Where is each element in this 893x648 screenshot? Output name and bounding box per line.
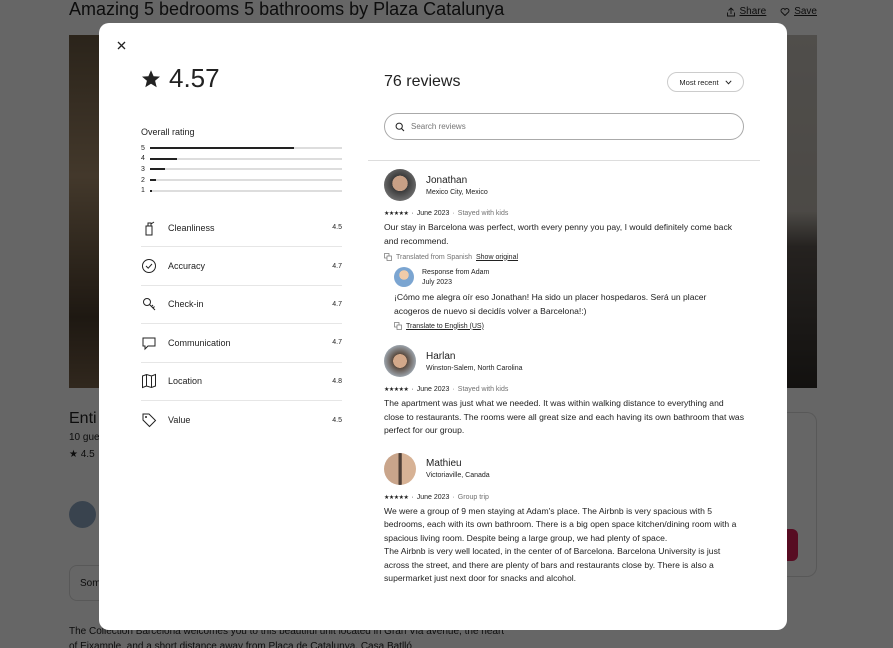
category-score: 4.7 xyxy=(332,262,342,270)
response-date: July 2023 xyxy=(422,278,452,286)
review-stars: ★★★★★ xyxy=(384,211,409,217)
rating-bar-fill xyxy=(150,147,294,149)
rating-bar-row xyxy=(141,185,342,196)
sort-label: Most recent xyxy=(679,77,719,87)
category-name: Location xyxy=(168,376,203,387)
review-text: The apartment was just what we needed. It was within walking distance to everything and close to restaurants. The rooms were all great size and each having its own bathroom that was perfect for our group. xyxy=(384,398,744,435)
translate-icon xyxy=(394,322,402,330)
reviewer-avatar[interactable] xyxy=(384,453,416,485)
review-trip-type: Group trip xyxy=(457,493,489,501)
category-row xyxy=(141,209,342,247)
rating-bar-fill xyxy=(150,168,165,170)
star-icon xyxy=(141,69,161,89)
category-name: Value xyxy=(168,415,191,426)
review-text: Our stay in Barcelona was perfect, worth every penny you pay, I would definitely come back and recommend. xyxy=(384,222,733,246)
review-date: June 2023 xyxy=(416,493,450,501)
reviewer-name: Harlan xyxy=(426,350,456,362)
category-name: Communication xyxy=(168,337,231,348)
translate-link[interactable]: Translate to English (US) xyxy=(406,322,484,330)
response-translate xyxy=(394,322,744,330)
reviewer-location: Mexico City, Mexico xyxy=(426,188,488,196)
divider xyxy=(368,160,760,161)
reviews-count-title: 76 reviews xyxy=(384,73,461,90)
review-stars: ★★★★★ xyxy=(384,387,409,393)
review-date: June 2023 xyxy=(416,210,450,217)
response-header xyxy=(394,267,744,287)
reviews-panel xyxy=(368,23,760,630)
category-row xyxy=(141,324,342,362)
search-reviews-input[interactable] xyxy=(411,122,743,131)
rating-bar-track xyxy=(150,158,342,160)
rating-bar-row xyxy=(141,164,342,175)
response-from-label: Response from Adam xyxy=(422,268,490,276)
host-avatar-small[interactable] xyxy=(394,267,414,287)
overall-rating-label: Overall rating xyxy=(141,127,195,137)
rating-bar-fill xyxy=(150,158,177,160)
category-row xyxy=(141,247,342,285)
review-meta: ★★★★★ · June 2023 · Stayed with kids xyxy=(384,386,509,393)
translated-from-label: Translated from Spanish xyxy=(396,253,472,261)
rating-bar-star: 4 xyxy=(141,155,145,163)
translation-note xyxy=(384,253,744,261)
category-score: 4.5 xyxy=(332,224,342,232)
category-row xyxy=(141,363,342,401)
review-trip-type: Stayed with kids xyxy=(457,210,509,217)
reviews-modal xyxy=(99,23,787,630)
search-reviews-box[interactable] xyxy=(384,113,744,140)
reviewer-avatar[interactable] xyxy=(384,345,416,377)
rating-bar-fill xyxy=(150,179,156,181)
chevron-down-icon xyxy=(725,80,732,85)
rating-bar-star: 1 xyxy=(141,187,145,195)
rating-bar-row xyxy=(141,154,342,165)
overall-score xyxy=(141,63,342,94)
rating-bar-star: 5 xyxy=(141,144,145,152)
rating-bar-track xyxy=(150,168,342,170)
reviewer-avatar[interactable] xyxy=(384,169,416,201)
category-ratings xyxy=(141,209,342,439)
rating-bar-track xyxy=(150,179,342,181)
show-original-link[interactable]: Show original xyxy=(476,253,519,261)
category-score: 4.7 xyxy=(332,300,342,308)
search-icon xyxy=(395,122,405,132)
sort-dropdown[interactable] xyxy=(667,72,744,92)
review-date: June 2023 xyxy=(416,386,450,393)
chat-bubble-icon xyxy=(141,335,157,351)
review-meta: ★★★★★ · June 2023 · Group trip xyxy=(384,493,489,501)
check-circle-icon xyxy=(141,258,157,274)
rating-bar-track xyxy=(150,190,342,192)
review-list[interactable] xyxy=(384,168,744,630)
overall-score-value: 4.57 xyxy=(169,63,220,93)
review-item xyxy=(384,344,744,438)
host-response xyxy=(394,267,744,330)
review-header xyxy=(384,168,744,202)
category-name: Accuracy xyxy=(168,261,206,272)
rating-bar-fill xyxy=(150,190,152,192)
category-score: 4.7 xyxy=(332,339,342,347)
category-name: Cleanliness xyxy=(168,222,215,233)
category-row xyxy=(141,401,342,439)
response-text: ¡Cómo me alegra oír eso Jonathan! Ha sido un placer hospedaros. Será un placer acogeros de nuevo si decidís volver a Barcelona!:) xyxy=(394,292,707,316)
translate-icon xyxy=(384,253,392,261)
review-header xyxy=(384,452,744,486)
reviewer-name: Mathieu xyxy=(426,458,462,469)
reviewer-location: Winston-Salem, North Carolina xyxy=(426,364,523,372)
rating-bar-star: 2 xyxy=(141,176,145,184)
key-icon xyxy=(141,296,157,312)
review-meta: ★★★★★ · June 2023 · Stayed with kids xyxy=(384,210,509,217)
category-name: Check-in xyxy=(168,299,204,310)
review-header xyxy=(384,344,744,378)
review-text-continued: The Airbnb is very well located, in the center of of Barcelona. Barcelona University is just across the street, and there are plenty of bars and restaurants close by. There is also a supermarket just next door for snacks and alcohol. xyxy=(384,546,721,583)
reviewer-location: Victoriaville, Canada xyxy=(426,472,490,479)
review-text: We were a group of 9 men staying at Adam's place. The Airbnb is very spacious with 5 bedrooms, each with its own bathroom. There is a big open space kitchen/dining room with a spacious living room. Despite being a large group, we had plenty of space. xyxy=(384,505,737,543)
review-item xyxy=(384,168,744,330)
close-icon xyxy=(117,41,126,50)
rating-bar-row xyxy=(141,143,342,154)
map-icon xyxy=(141,373,157,389)
review-trip-type: Stayed with kids xyxy=(457,386,509,393)
rating-bar-star: 3 xyxy=(141,165,145,173)
category-score: 4.5 xyxy=(332,416,342,424)
category-row xyxy=(141,286,342,324)
spray-bottle-icon xyxy=(141,220,157,236)
review-stars: ★★★★★ xyxy=(384,494,409,501)
rating-bar-track xyxy=(150,147,342,149)
reviewer-name: Jonathan xyxy=(426,174,468,186)
rating-bar-row xyxy=(141,175,342,186)
tag-icon xyxy=(141,412,157,428)
category-score: 4.8 xyxy=(332,377,342,385)
rating-summary xyxy=(141,63,342,439)
rating-distribution xyxy=(141,143,342,196)
close-button[interactable] xyxy=(113,37,129,53)
review-item xyxy=(384,452,744,586)
